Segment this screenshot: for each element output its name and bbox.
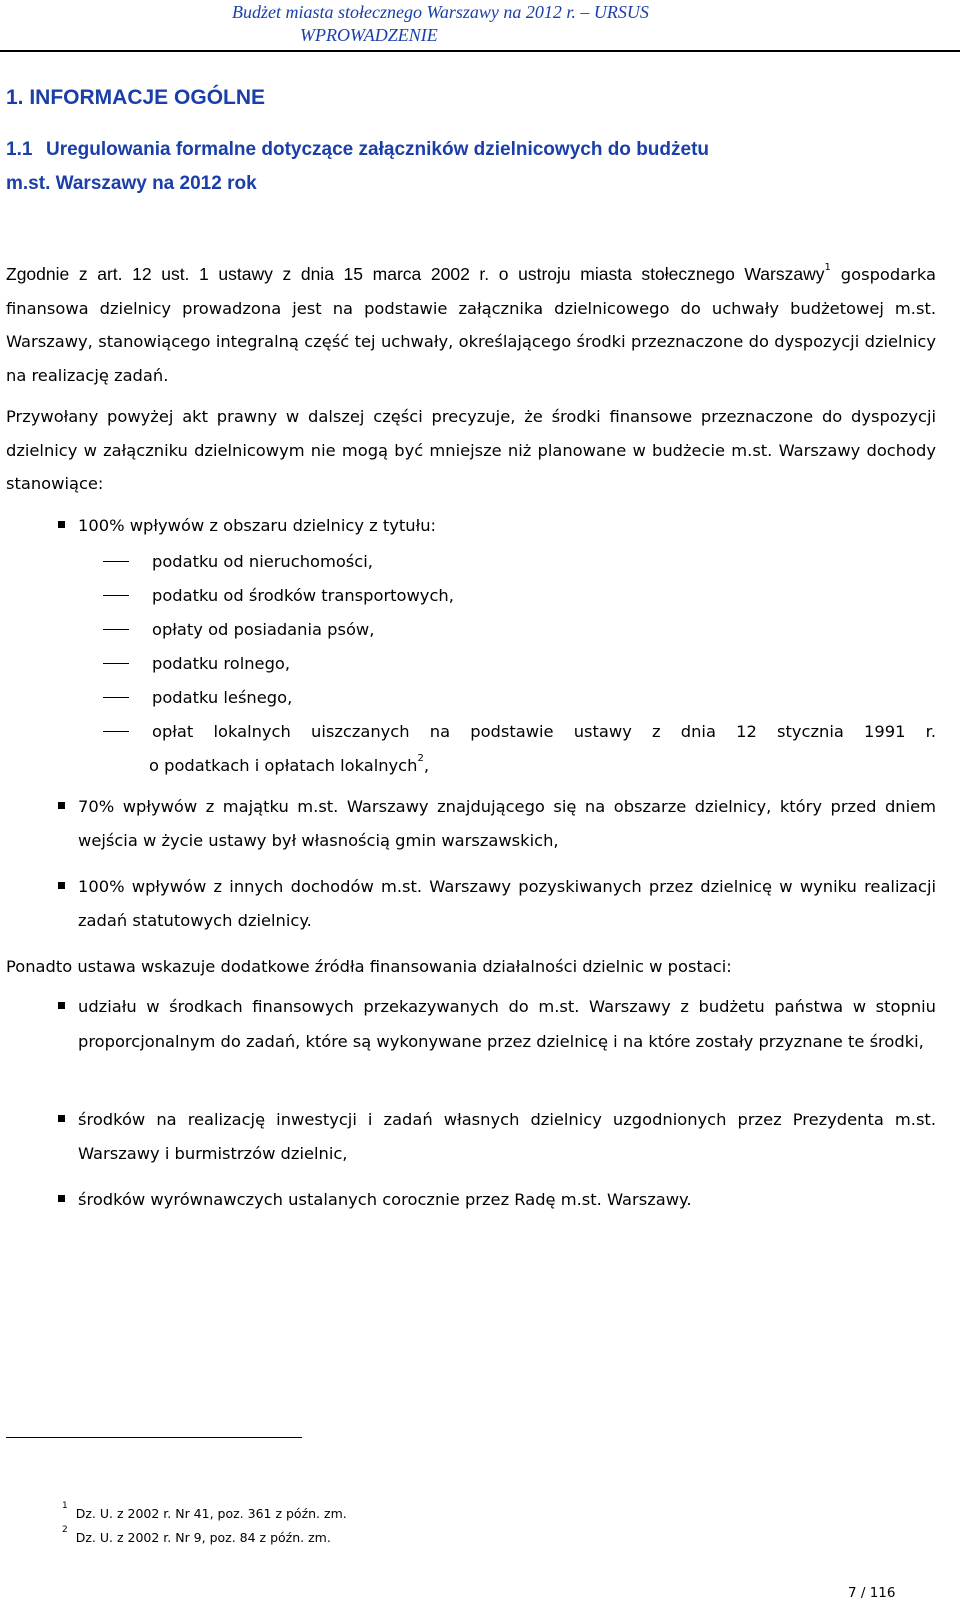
list-item-text: 100% wpływów z innych dochodów m.st. Warszawy pozyskiwanych przez dzielnicę w wyniku realizacji zadań statutowych dzielnicy.: [78, 877, 936, 930]
subsection-heading: [6, 133, 906, 201]
list-item-text: udziału w środkach finansowych przekazywanych do m.st. Warszawy z budżetu państwa w stopniu proporcjonalnym do zadań, które są wykonywane przez dzielnicę i na które zostały przyznane te środki,: [78, 997, 936, 1051]
list-item-text: 70% wpływów z majątku m.st. Warszawy znajdującego się na obszarze dzielnicy, który przed dniem wejścia w życie ustawy był własnością gmin warszawskich,: [78, 797, 936, 850]
page-number: 7 / 116: [848, 1585, 896, 1601]
footnote-ref-1[interactable]: 1: [824, 261, 831, 273]
sub-list-item-text: podatku od nieruchomości,: [152, 552, 373, 571]
sub-list-item-text: opłaty od posiadania psów,: [152, 620, 375, 639]
subsection-title-line1: Uregulowania formalne dotyczące załączników dzielnicowych do budżetu: [46, 139, 710, 160]
header-divider: [0, 50, 960, 52]
paragraph-additional-sources: Ponadto ustawa wskazuje dodatkowe źródła finansowania działalności dzielnic w postaci:: [6, 957, 732, 976]
list-item-text: środków wyrównawczych ustalanych corocznie przez Radę m.st. Warszawy.: [78, 1190, 692, 1209]
list-item-text: 100% wpływów z obszaru dzielnicy z tytułu:: [78, 516, 437, 535]
footnote-number: 1: [62, 1501, 68, 1511]
paragraph-income-intro: Przywołany powyżej akt prawny w dalszej części precyzuje, że środki finansowe przeznaczone do dyspozycji dzielnicy w załączniku dzielnicowym nie mogą być mniejsze niż planowane w budżecie m.st. Warszawy dochody stanowiące:: [6, 407, 936, 493]
bullet-square-icon: [58, 521, 65, 528]
footnote-text: Dz. U. z 2002 r. Nr 9, poz. 84 z późn. zm.: [75, 1530, 331, 1546]
header-section: WPROWADZENIE: [300, 25, 438, 45]
sub-list-item: [0, 613, 960, 647]
subsection-title-line2: m.st. Warszawy na 2012 rok: [6, 173, 257, 194]
paragraph-legal-basis: [6, 258, 936, 392]
footnote: [62, 1527, 331, 1546]
bullet-square-icon: [58, 1002, 65, 1009]
sub-list-item: [0, 715, 960, 783]
footnote-number: 2: [62, 1525, 68, 1535]
footnote-divider: [6, 1437, 302, 1438]
sub-list-item-text: podatku rolnego,: [152, 654, 291, 673]
dash-icon: [103, 731, 129, 732]
section-heading: 1. INFORMACJE OGÓLNE: [6, 86, 266, 109]
dash-icon: [103, 595, 129, 596]
dash-icon: [103, 663, 129, 664]
bullet-square-icon: [58, 1115, 65, 1122]
bullet-square-icon: [58, 882, 65, 889]
sub-list-item-text: podatku leśnego,: [152, 688, 293, 707]
sub-list-item: [0, 579, 960, 613]
sub-list-item-text: opłat lokalnych uiszczanych na podstawie ustawy z dnia 12 stycznia 1991 r.: [152, 722, 936, 741]
sub-list-item: [0, 647, 960, 681]
footnote: [62, 1503, 347, 1522]
dash-icon: [103, 697, 129, 698]
bullet-square-icon: [58, 1195, 65, 1202]
header-title: Budżet miasta stołecznego Warszawy na 2012 r. – URSUS: [232, 2, 649, 22]
paragraph-legal-basis-rest: gospodarka finansowa dzielnicy prowadzona jest na podstawie załącznika dzielnicowego do uchwały budżetowej m.st. Warszawy, stanowiącego integralną część tej uchwały, określającego środki przeznaczone do dyspozycji dzielnicy na realizację zadań.: [6, 265, 936, 385]
dash-icon: [103, 629, 129, 630]
list-item-text: środków na realizację inwestycji i zadań własnych dzielnicy uzgodnionych przez Prezydenta m.st. Warszawy i burmistrzów dzielnic,: [78, 1110, 936, 1163]
footnote-text: Dz. U. z 2002 r. Nr 41, poz. 361 z późn. zm.: [75, 1506, 347, 1522]
sub-list-item-text: podatku od środków transportowych,: [152, 586, 454, 605]
bullet-square-icon: [58, 802, 65, 809]
subsection-number: 1.1: [6, 139, 33, 160]
sub-list-item-continuation: o podatkach i opłatach lokalnych$^2$,: [149, 752, 430, 775]
footnote-ref-2[interactable]: 2: [417, 752, 424, 764]
sub-list-item: [0, 681, 960, 715]
dash-icon: [103, 561, 129, 562]
sub-list-item: [0, 545, 960, 579]
paragraph-legal-basis-lead: Zgodnie z art. 12 ust. 1 ustawy z dnia 15 marca 2002 r. o ustroju miasta stołecznego Warszawy: [6, 264, 825, 284]
